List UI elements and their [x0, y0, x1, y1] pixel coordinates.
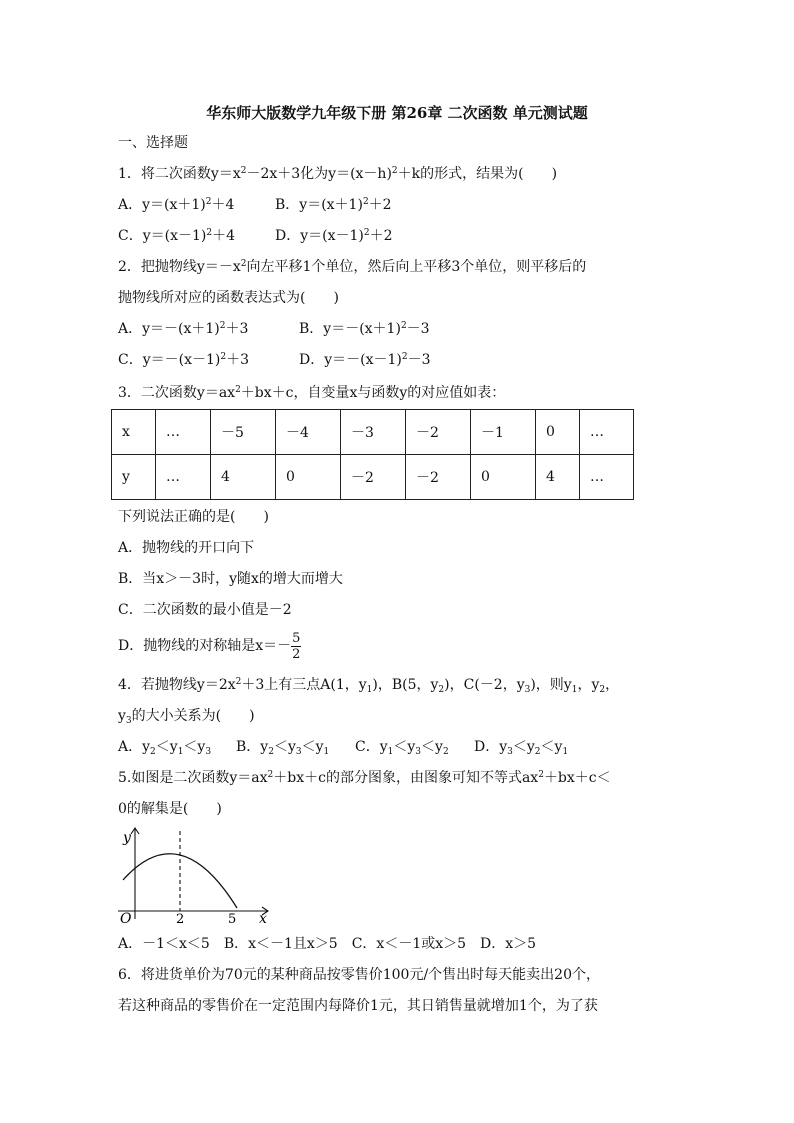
parabola-graph [110, 823, 280, 923]
value-table [111, 409, 634, 500]
q2-stem-line2: 抛物线所对应的函数表达式为( ) [118, 290, 339, 306]
table-cell: －2 [406, 410, 471, 455]
q2-stem-line1: 2．把抛物线$y=-x^2$向左平移1个单位，然后向上平移3个单位，则平移后的 [118, 259, 587, 275]
q3-option-b: B．当x＞－3时，y随x的增大而增大 [118, 571, 343, 587]
q4-option-a: A．$y_2<y_1<y_3$ [118, 739, 212, 757]
q4-option-b: B．$y_2<y_3<y_1$ [236, 739, 330, 757]
q1-option-a: A．$y=(x+1)^2+4$ [118, 197, 235, 213]
page-title: 华东师大版数学九年级下册 第26章 二次函数 单元测试题 [206, 104, 588, 122]
origin-label: O [120, 911, 132, 923]
q6-stem-line2: 若这种商品的零售价在一定范围内每降价1元，其日销售量就增加1个，为了获 [118, 998, 598, 1014]
q3-option-a: A．抛物线的开口向下 [118, 540, 255, 556]
q4-stem-line2: $y_3$的大小关系为( ) [118, 708, 255, 726]
q3-prompt: 下列说法正确的是( ) [118, 509, 269, 525]
fraction: $\frac{5}{2}$ [292, 630, 301, 662]
q5-stem-line2: 0的解集是( ) [118, 801, 222, 817]
q1-option-d: D．$y=(x-1)^2+2$ [275, 228, 393, 244]
table-cell: －4 [276, 410, 341, 455]
table-cell: 4 [536, 455, 580, 500]
y-axis-label: y [123, 830, 131, 846]
q2-option-b: B．$y=-(x+1)^2-3$ [299, 321, 430, 337]
q3-option-d: D．抛物线的对称轴是x＝－ $\frac{5}{2}$ [118, 630, 301, 662]
table-cell: y [112, 455, 156, 500]
q4-option-d: D．$y_3<y_2<y_1$ [474, 739, 569, 757]
table-cell: －1 [471, 410, 536, 455]
q5-stem-line1: 5.如图是二次函数$y=ax^2+bx+c$的部分图象，由图象可知不等式$ax^2+bx+c<$ [118, 770, 611, 786]
table-cell: 0 [276, 455, 341, 500]
table-cell: －2 [341, 455, 406, 500]
q2-option-d: D．$y=-(x-1)^2-3$ [299, 352, 431, 368]
q1-stem: 1．将二次函数$y=x^2-2x+3$化为$y=(x-h)^2+k$的形式，结果为( ) [118, 166, 558, 182]
table-cell: －2 [406, 455, 471, 500]
x-axis-label: x [259, 911, 267, 923]
q2-option-a: A．$y=-(x+1)^2+3$ [118, 321, 249, 337]
table-row-x [112, 410, 634, 455]
q5-options: A．－1＜x＜5 B．x＜－1且x＞5 C．x＜－1或x＞5 D．x＞5 [118, 936, 537, 952]
table-cell: －5 [211, 410, 276, 455]
q1-option-b: B．$y=(x+1)^2+2$ [275, 197, 392, 213]
table-cell: 0 [471, 455, 536, 500]
q3-option-c: C．二次函数的最小值是－2 [118, 602, 292, 618]
q4-option-c: C．$y_1<y_3<y_2$ [355, 739, 449, 757]
q2-option-c: C．$y=-(x-1)^2+3$ [118, 352, 250, 368]
table-cell: x [112, 410, 156, 455]
table-cell: 0 [536, 410, 580, 455]
q1-option-c: C．$y=(x-1)^2+4$ [118, 228, 236, 244]
table-cell: … [580, 455, 634, 500]
tick-label-2: 2 [176, 912, 185, 923]
q4-stem-line1: 4．若抛物线$y=2x^2+3$上有三点A(1，$y_1$)，B(5，$y_2$)，C(－2，$y_3$)，则$y_1$，$y_2$， [118, 677, 620, 695]
table-cell: … [580, 410, 634, 455]
table-row-y [112, 455, 634, 500]
table-cell: －3 [341, 410, 406, 455]
tick-label-5: 5 [228, 912, 237, 923]
q6-stem-line1: 6．将进货单价为70元的某种商品按零售价100元/个售出时每天能卖出20个， [118, 967, 600, 983]
section-heading: 一、选择题 [118, 135, 188, 151]
table-cell: … [156, 455, 211, 500]
table-cell: 4 [211, 455, 276, 500]
table-cell: … [156, 410, 211, 455]
q3-stem: 3．二次函数$y=ax^2+bx+c$，自变量x与函数y的对应值如表： [118, 385, 506, 401]
